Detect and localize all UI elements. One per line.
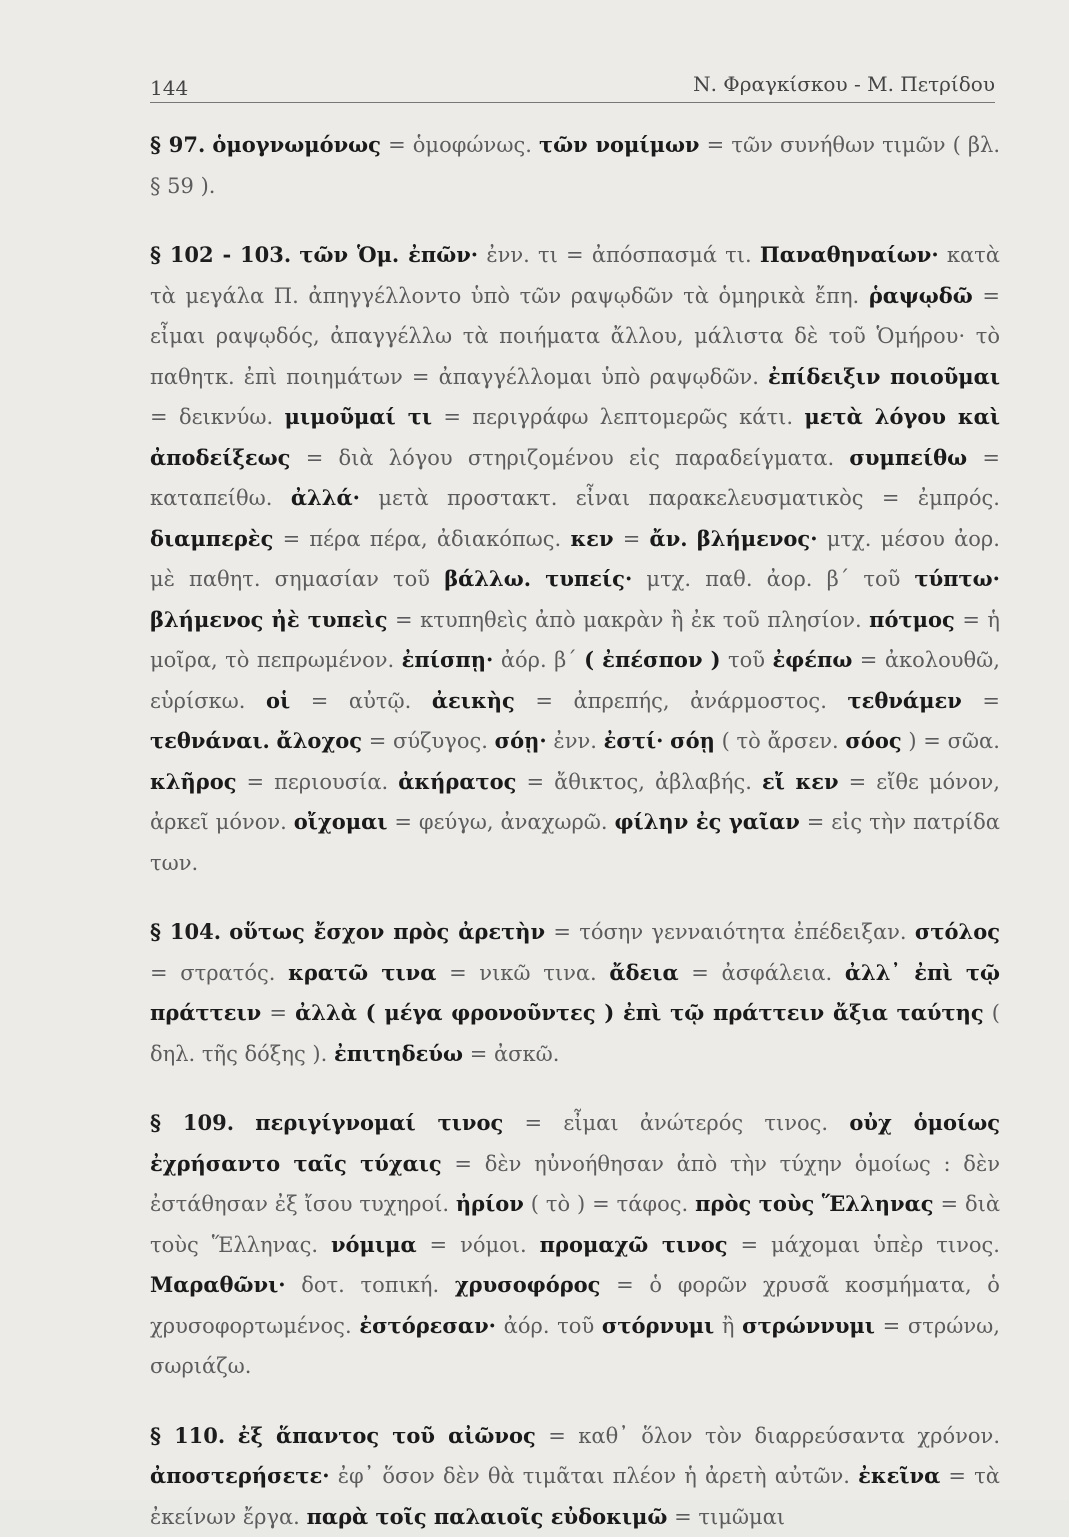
lemma: ῥαψῳδῶ — [869, 283, 973, 308]
gloss: = τιμῶμαι — [674, 1505, 785, 1529]
gloss: = κτυπηθεὶς ἀπὸ μακρὰν ἢ ἐκ τοῦ πλησίον. — [395, 608, 862, 632]
gloss: = εἶμαι ἀνώτερός τινος. — [525, 1111, 829, 1135]
lemma: στόλος — [915, 919, 1000, 944]
lemma: ἀκήρατος — [398, 769, 516, 794]
gloss: = διὰ τοὺς Ἕλληνας. — [150, 1192, 1000, 1257]
lemma: κρατῶ τινα — [288, 960, 436, 985]
gloss: = — [982, 689, 1000, 713]
lemma: τυπείς· — [545, 566, 632, 591]
lemma: στόρνυμι — [602, 1313, 714, 1338]
gloss: = στρατός. — [150, 961, 275, 985]
gloss: = φεύγω, ἀναχωρῶ. — [394, 810, 607, 834]
lemma: τύπτω· — [914, 566, 1000, 591]
lemma: διαμπερὲς — [150, 526, 273, 551]
running-head: Ν. Φραγκίσκου - Μ. Πετρίδου — [693, 72, 995, 96]
section-paragraph — [150, 1103, 1000, 1387]
gloss: ἐνν. — [553, 729, 596, 753]
gloss: = ἀκολουθῶ, εὑρίσκω. — [150, 648, 1000, 713]
lemma: μιμοῦμαί τι — [285, 404, 432, 429]
lemma: προμαχῶ τινος — [540, 1232, 728, 1257]
lemma: σόῃ — [670, 728, 715, 753]
gloss: ἐνν. τι = ἀπόσπασμά τι. — [486, 243, 751, 267]
section-paragraph — [150, 1416, 1000, 1537]
section-paragraph — [150, 235, 1000, 883]
page-body — [150, 125, 1000, 1537]
lemma: πρὸς τοὺς Ἕλληνας — [695, 1191, 933, 1216]
gloss: ἢ — [722, 1314, 735, 1338]
gloss: ( τὸ ἄρσεν. — [722, 729, 839, 753]
gloss: μτχ. παθ. ἀορ. β΄ τοῦ — [646, 567, 900, 591]
lemma: ἐξ ἅπαντος τοῦ αἰῶνος — [238, 1423, 536, 1448]
gloss: ἀόρ. τοῦ — [504, 1314, 595, 1338]
gloss: ἐφ᾽ ὅσον δὲν θὰ τιμᾶται πλέον ἡ ἀρετὴ αὐτῶν. — [338, 1464, 850, 1488]
section-number: § 109. — [150, 1110, 234, 1135]
page-header — [150, 72, 995, 103]
lemma: νόμιμα — [331, 1232, 417, 1257]
lemma: ἀποστερήσετε· — [150, 1463, 330, 1488]
lemma: ἀεικὴς — [432, 688, 515, 713]
gloss: = τῶν συνήθων τιμῶν ( βλ. § 59 ). — [150, 133, 1000, 198]
gloss: κατὰ τὰ μεγάλα Π. ἀπηγγέλλοντο ὑπὸ τῶν ραψῳδῶν τὰ ὁμηρικὰ ἔπη. — [150, 243, 1000, 308]
lemma: κλῆρος — [150, 769, 237, 794]
lemma: σόος — [845, 728, 901, 753]
gloss: = νικῶ τινα. — [449, 961, 597, 985]
lemma: ἠρίον — [456, 1191, 524, 1216]
gloss: τοῦ — [728, 648, 765, 672]
gloss: = ἡ μοῖρα, τὸ πεπρωμένον. — [150, 608, 1000, 673]
lemma: παρὰ τοῖς παλαιοῖς εὐδοκιμῶ — [307, 1504, 668, 1529]
gloss: = ἀπρεπής, ἀνάρμοστος. — [535, 689, 827, 713]
gloss: = ἀσκῶ. — [470, 1042, 560, 1066]
gloss: = ὁμοφώνως. — [388, 133, 532, 157]
lemma: οὐχ ὁμοίως ἐχρήσαντο ταῖς τύχαις — [150, 1110, 1000, 1176]
lemma: ἐπίδειξιν ποιοῦμαι — [768, 364, 1000, 389]
gloss: μετὰ προστακτ. εἶναι παρακελευσματικὸς = ἐμπρός. — [378, 486, 1000, 510]
gloss: = δὲν ηὐνοήθησαν ἀπὸ τὴν τύχην ὁμοίως : δὲν ἐστάθησαν ἐξ ἴσου τυχηροί. — [150, 1152, 1000, 1217]
gloss: = τόσην γενναιότητα ἐπέδειξαν. — [553, 920, 906, 944]
lemma: ὁμογνωμόνως — [212, 132, 381, 157]
gloss: = μάχομαι ὑπὲρ τινος. — [740, 1233, 1000, 1257]
lemma: εἴ κεν — [762, 769, 839, 794]
section-number: § 104. — [150, 919, 221, 944]
section-number: § 97. — [150, 132, 205, 157]
lemma: βλήμενος· — [697, 526, 818, 551]
lemma: ἄν. — [650, 526, 688, 551]
lemma: ἐπίσπῃ· — [402, 647, 494, 672]
gloss: = τὰ ἐκείνων ἔργα. — [150, 1464, 1000, 1529]
lemma: ( ἐπέσπον ) — [584, 647, 720, 672]
lemma: ἐστόρεσαν· — [359, 1313, 496, 1338]
lemma: ἄλοχος — [277, 728, 363, 753]
gloss: = εἴθε μόνον, ἀρκεῖ μόνον. — [150, 770, 1000, 835]
gloss: = — [269, 1001, 287, 1025]
section-number: § 102 - 103. — [150, 242, 291, 267]
lemma: στρώννυμι — [742, 1313, 875, 1338]
gloss: = νόμοι. — [430, 1233, 527, 1257]
section-number: § 110. — [150, 1423, 225, 1448]
lemma: βάλλω. — [444, 566, 531, 591]
lemma: χρυσοφόρος — [455, 1272, 601, 1297]
lemma: οἴχομαι — [294, 809, 388, 834]
gloss: = αὐτῷ. — [311, 689, 412, 713]
gloss: μτχ. μέσου ἀορ. μὲ παθητ. σημασίαν τοῦ — [150, 527, 1000, 592]
gloss: = στρώνω, σωριάζω. — [150, 1314, 1000, 1379]
lemma: ἐπιτηδεύω — [334, 1041, 463, 1066]
lemma: ἀλλὰ ( μέγα φρονοῦντες ) ἐπὶ τῷ πράττειν ἄξια ταύτης — [295, 1000, 984, 1025]
gloss: = περιουσία. — [247, 770, 389, 794]
lemma: ἐφέπω — [772, 647, 852, 672]
section-paragraph — [150, 125, 1000, 206]
gloss: = πέρα πέρα, ἀδιακόπως. — [283, 527, 562, 551]
lemma: σόῃ· — [495, 728, 547, 753]
gloss: = ἄθικτος, ἀβλαβής. — [526, 770, 751, 794]
lemma: πότμος — [869, 607, 955, 632]
section-paragraph — [150, 912, 1000, 1074]
lemma: οὕτως ἔσχον πρὸς ἀρετὴν — [229, 919, 545, 944]
gloss: = — [623, 527, 641, 551]
gloss: = καθ᾽ ὅλον τὸν διαρρεύσαντα χρόνον. — [548, 1424, 1000, 1448]
gloss: ( τὸ ) = τάφος. — [531, 1192, 688, 1216]
gloss: = εἰς τὴν πατρίδα των. — [150, 810, 1000, 875]
gloss: = καταπείθω. — [150, 446, 1000, 511]
gloss: = διὰ λόγου στηριζομένου εἰς παραδείγματα. — [306, 446, 835, 470]
gloss: = δεικνύω. — [150, 405, 273, 429]
gloss: ) = σῶα. — [908, 729, 1000, 753]
lemma: Μαραθῶνι· — [150, 1272, 286, 1297]
lemma: ἐκεῖνα — [858, 1463, 940, 1488]
lemma: ἀλλ᾽ ἐπὶ τῷ πράττειν — [150, 960, 1000, 1026]
lemma: φίλην ἐς γαῖαν — [615, 809, 800, 834]
gloss: δοτ. τοπική. — [301, 1273, 439, 1297]
gloss: = σύζυγος. — [369, 729, 488, 753]
gloss: ἀόρ. β΄ — [501, 648, 577, 672]
lemma: ἄδεια — [609, 960, 678, 985]
gloss: = ὁ φορῶν χρυσᾶ κοσμήματα, ὁ χρυσοφορτωμένος. — [150, 1273, 1000, 1338]
gloss: ( δηλ. τῆς δόξης ). — [150, 1001, 1000, 1066]
lemma: ἀλλά· — [291, 485, 360, 510]
page-number: 144 — [150, 76, 188, 100]
lemma: τῶν νομίμων — [539, 132, 700, 157]
lemma: κεν — [570, 526, 613, 551]
gloss: = περιγράφω λεπτομερῶς κάτι. — [443, 405, 793, 429]
lemma: βλήμενος ἠὲ τυπεὶς — [150, 607, 388, 632]
lemma: ἐστί· — [604, 728, 664, 753]
lemma: μετὰ λόγου καὶ ἀποδείξεως — [150, 404, 1000, 470]
lemma: περιγίγνομαί τινος — [255, 1110, 503, 1135]
gloss: = εἶμαι ραψῳδός, ἀπαγγέλλω τὰ ποιήματα ἄλλου, μάλιστα δὲ τοῦ Ὁμήρου· τὸ παθητκ. ἐπὶ ποιημάτων = ἀπαγγέλλομαι ὑπὸ ραψῳδῶν. — [150, 284, 1000, 389]
lemma: Παναθηναίων· — [760, 242, 939, 267]
lemma: τεθνάμεν — [847, 688, 961, 713]
lemma: συμπείθω — [849, 445, 967, 470]
lemma: τῶν Ὁμ. ἐπῶν· — [299, 242, 478, 267]
gloss: = ἀσφάλεια. — [691, 961, 832, 985]
lemma: τεθνάναι. — [150, 728, 270, 753]
lemma: οἱ — [266, 688, 290, 713]
